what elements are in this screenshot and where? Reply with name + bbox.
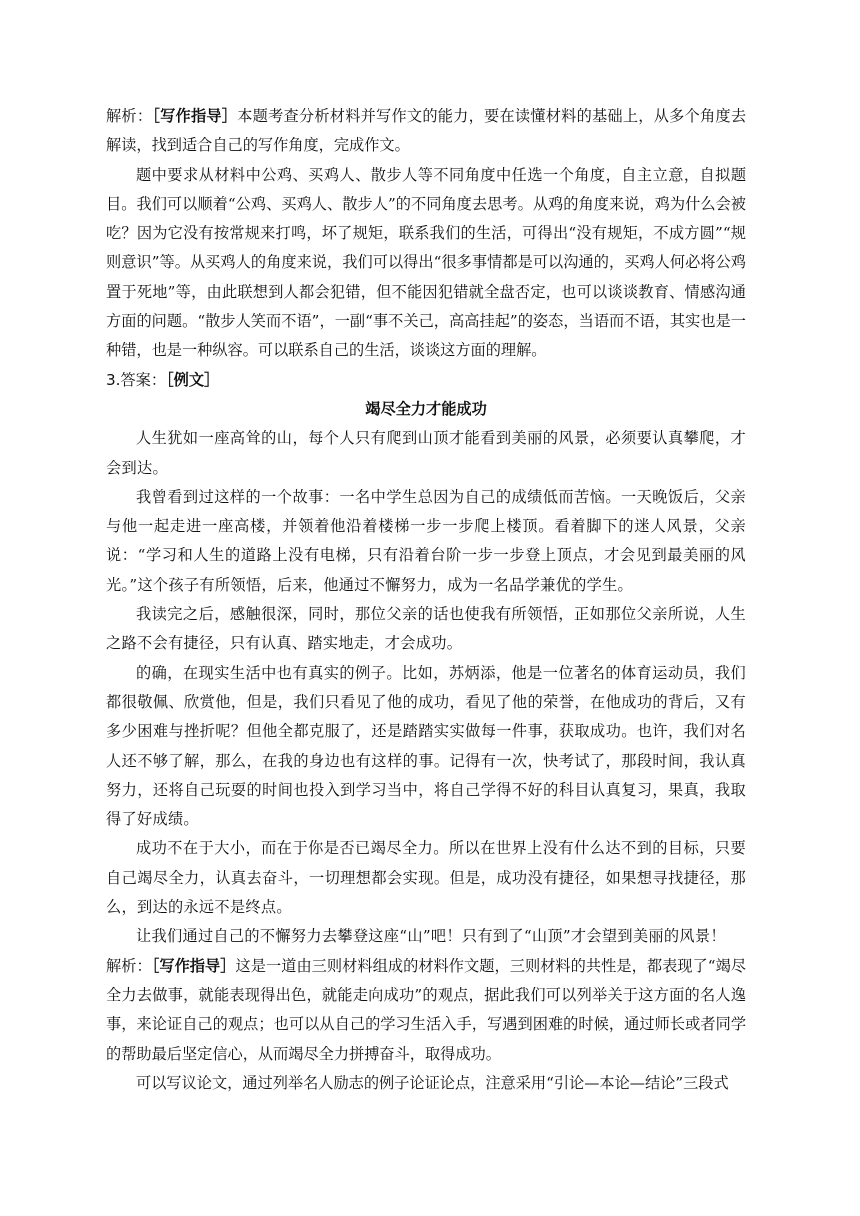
essay-paragraph: 的确，在现实生活中也有真实的例子。比如，苏炳添，他是一位著名的体育运动员，我们都很敬佩、欣赏他，但是，我们只看见了他的成功，看见了他的荣誉，在他成功的背后，又有多少困难与挫折呢？但他全都克服了，还是踏踏实实做每一件事，获取成功。也许，我们对名人还不够了解，那么，在我的身边也有这样的事。记得有一次，快考试了，那段时间，我认真努力，还将自己玩耍的时间也投入到学习当中，将自己学得不好的科目认真复习，果真，我取得了好成绩。 — [106, 663, 746, 829]
analysis-text: 本题考查分析材料并写作文的能力，要在读懂材料的基础上，从多个角度去解读，找到适合自己的写作角度，完成作文。 — [106, 107, 747, 155]
answer-prefix: 3.答案： — [106, 370, 167, 389]
analysis-prefix: 解析： — [106, 107, 153, 125]
example-essay-tag: ［例文］ — [166, 370, 220, 389]
essay-paragraph: 人生犹如一座高耸的山，每个人只有爬到山顶才能看到美丽的风景，必须要认真攀爬，才会到达。 — [106, 429, 746, 477]
writing-guide-tag: ［写作指导］ — [151, 956, 236, 975]
essay-paragraph: 成功不在于大小，而在于你是否已竭尽全力。所以在世界上没有什么达不到的目标，只要自己竭尽全力，认真去奋斗，一切理想都会实现。但是，成功没有捷径，如果想寻找捷径，那么，到达的永远不是终点。 — [106, 839, 746, 917]
document-content — [106, 102, 746, 1098]
essay-paragraph: 我读完之后，感触很深，同时，那位父亲的话也使我有所领悟，正如那位父亲所说，人生之路不会有捷径，只有认真、踏实地走，才会成功。 — [106, 605, 746, 653]
writing-guide-tag: ［写作指导］ — [152, 107, 238, 125]
essay-paragraph: 我曾看到过这样的一个故事：一名中学生总因为自己的成绩低而苦恼。一天晚饭后，父亲与他一起走进一座高楼，并领着他沿着楼梯一步一步爬上楼顶。看着脚下的迷人风景，父亲说：“学习和人生的道路上没有电梯，只有沿着台阶一步一步登上顶点，才会见到最美丽的风光。”这个孩子有所领悟，后来，他通过不懈努力，成为一名品学兼优的学生。 — [106, 487, 746, 594]
analysis-body-paragraph-2: 可以写议论文，通过列举名人励志的例子论证论点，注意采用“引论—本论—结论”三段式 — [136, 1073, 729, 1092]
analysis-paragraph-2 — [106, 952, 746, 1069]
example-essay — [106, 395, 746, 952]
analysis-prefix: 解析： — [106, 956, 152, 975]
analysis-body-paragraph: 题中要求从材料中公鸡、买鸡人、散步人等不同角度中任选一个角度，自主立意，自拟题目。我们可以顺着“公鸡、买鸡人、散步人”的不同角度去思考。从鸡的角度来说，鸡为什么会被吃？因为它没有按常规来打鸣，坏了规矩，联系我们的生活，可得出“没有规矩，不成方圆”“规则意识”等。从买鸡人的角度来说，我们可以得出“很多事情都是可以沟通的，买鸡人何必将公鸡置于死地”等，由此联想到人都会犯错，但不能因犯错就全盘否定，也可以谈谈教育、情感沟通方面的问题。“散步人笑而不语”，一副“事不关己，高高挂起”的姿态，当语而不语，其实也是一种错，也是一种纵容。可以联系自己的生活，谈谈这方面的理解。 — [106, 165, 746, 360]
essay-title: 竭尽全力才能成功 — [365, 399, 487, 418]
analysis-text: 这是一道由三则材料组成的材料作文题，三则材料的共性是，都表现了“竭尽全力去做事，就能表现得出色，就能走向成功”的观点，据此我们可以列举关于这方面的名人逸事，来论证自己的观点；也可以从自己的学习生活入手，写遇到困难的时候，通过师长或者同学的帮助最后坚定信心，从而竭尽全力拼搏奋斗，取得成功。 — [106, 956, 747, 1063]
analysis-paragraph-1 — [106, 102, 746, 161]
answer-3-heading — [106, 366, 746, 395]
essay-paragraph: 让我们通过自己的不懈努力去攀登这座“山”吧！只有到了“山顶”才会望到美丽的风景！ — [136, 927, 726, 946]
